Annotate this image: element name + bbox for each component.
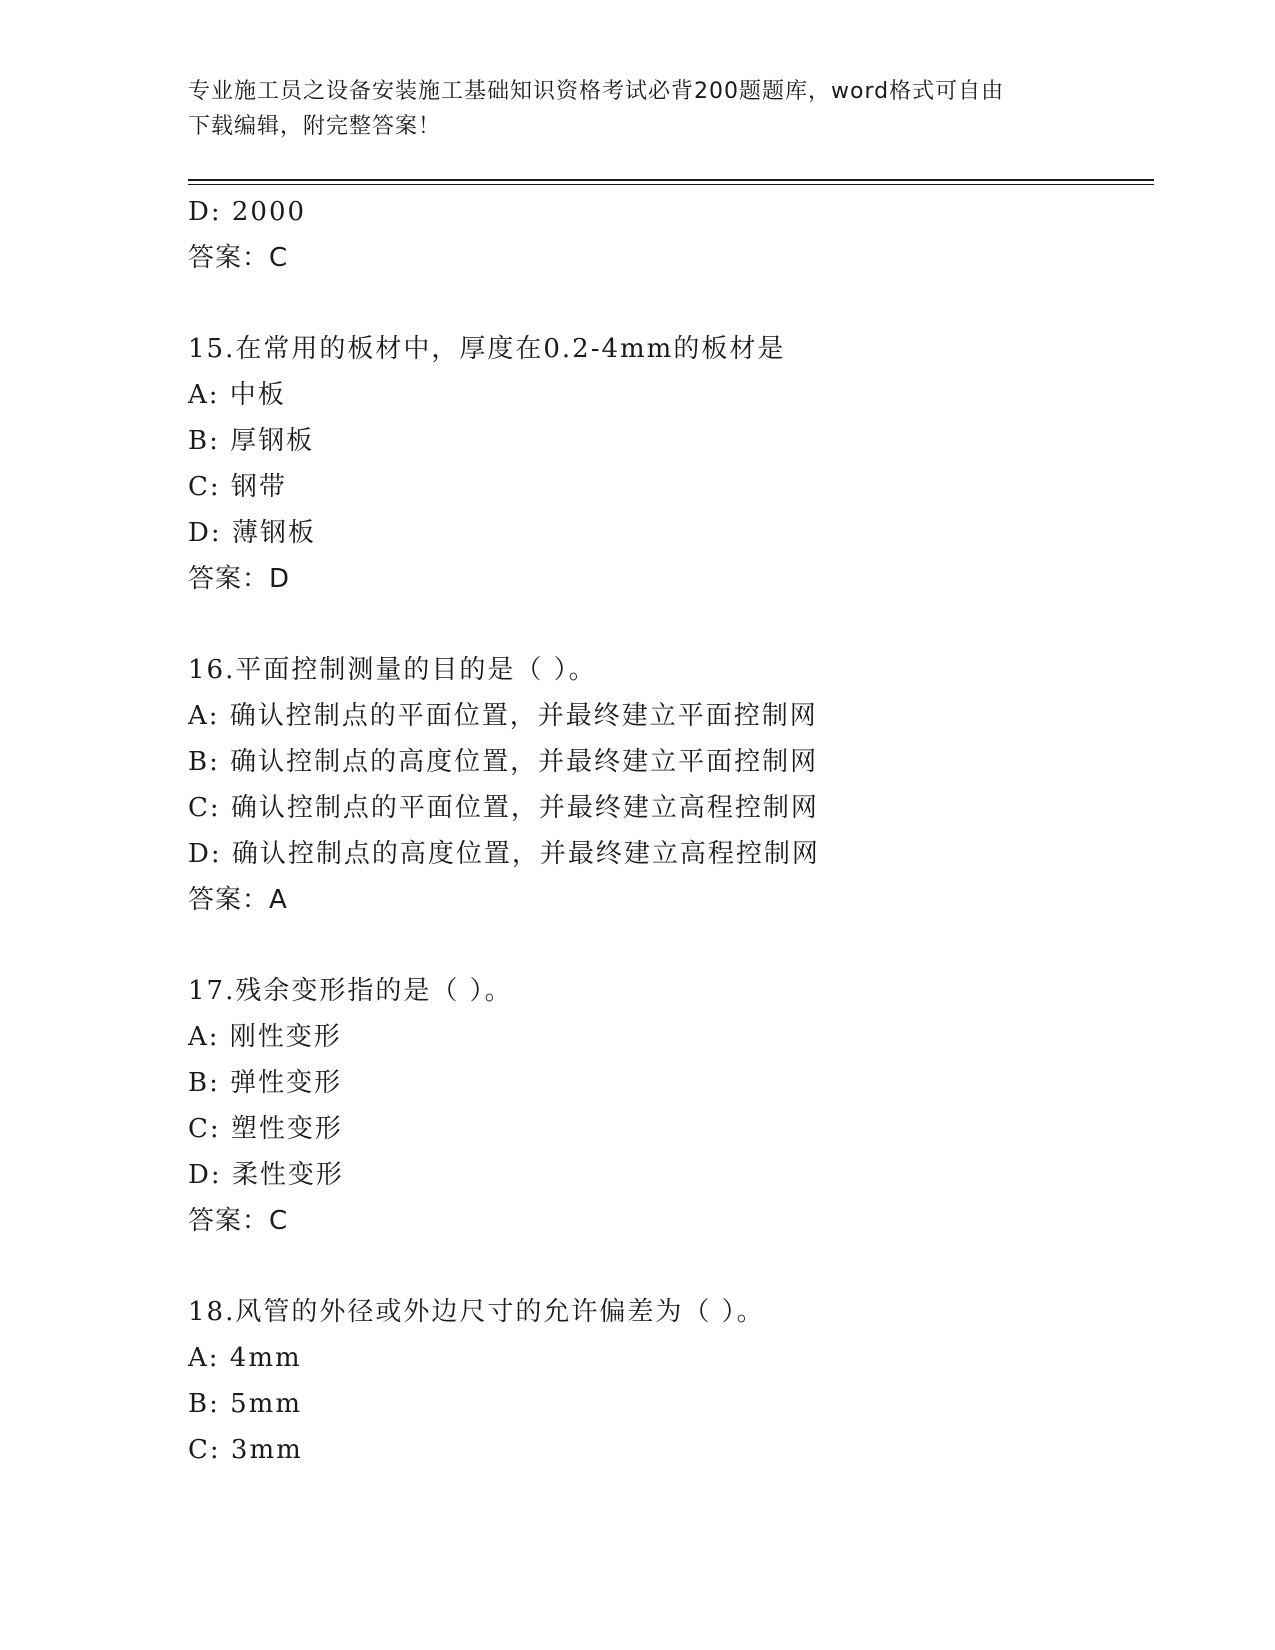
- question-block-14-tail: [188, 189, 1154, 281]
- option-b: B: 弹性变形: [188, 1068, 343, 1098]
- option-d: D: 薄钢板: [188, 518, 316, 548]
- option-a: A: 4mm: [188, 1343, 302, 1373]
- question-stem: 16.平面控制测量的目的是（ ）。: [188, 655, 597, 685]
- option-b: B: 确认控制点的高度位置，并最终建立平面控制网: [188, 747, 819, 777]
- question-stem: 15.在常用的板材中，厚度在0.2-4mm的板材是: [188, 334, 786, 364]
- question-block-15: [188, 326, 1154, 602]
- option-a: A: 中板: [188, 380, 286, 410]
- header-line-1: 专业施工员之设备安装施工基础知识资格考试必背200题题库，word格式可自由: [188, 79, 1005, 104]
- answer-line: 答案：A: [188, 885, 288, 915]
- question-block-16: [188, 647, 1154, 923]
- question-list: [188, 189, 1154, 1473]
- option-d: D: 2000: [188, 197, 307, 227]
- question-stem: 18.风管的外径或外边尺寸的允许偏差为（ ）。: [188, 1297, 765, 1327]
- answer-line: 答案：D: [188, 564, 291, 594]
- option-b: B: 厚钢板: [188, 426, 315, 456]
- header-rule-thin: [188, 184, 1154, 185]
- option-c: C: 3mm: [188, 1435, 303, 1465]
- option-b: B: 5mm: [188, 1389, 302, 1419]
- question-block-17: [188, 968, 1154, 1244]
- document-header: [188, 74, 1068, 144]
- answer-line: 答案：C: [188, 243, 289, 273]
- option-c: C: 钢带: [188, 472, 287, 502]
- option-d: D: 确认控制点的高度位置，并最终建立高程控制网: [188, 839, 820, 869]
- header-line-2: 下载编辑，附完整答案！: [188, 114, 442, 139]
- answer-line: 答案：C: [188, 1206, 289, 1236]
- header-rule-thick: [188, 179, 1154, 181]
- question-block-18: [188, 1289, 1154, 1473]
- option-a: A: 确认控制点的平面位置，并最终建立平面控制网: [188, 701, 818, 731]
- option-c: C: 确认控制点的平面位置，并最终建立高程控制网: [188, 793, 819, 823]
- option-c: C: 塑性变形: [188, 1114, 343, 1144]
- option-d: D: 柔性变形: [188, 1160, 344, 1190]
- option-a: A: 刚性变形: [188, 1022, 342, 1052]
- question-stem: 17.残余变形指的是（ ）。: [188, 976, 513, 1006]
